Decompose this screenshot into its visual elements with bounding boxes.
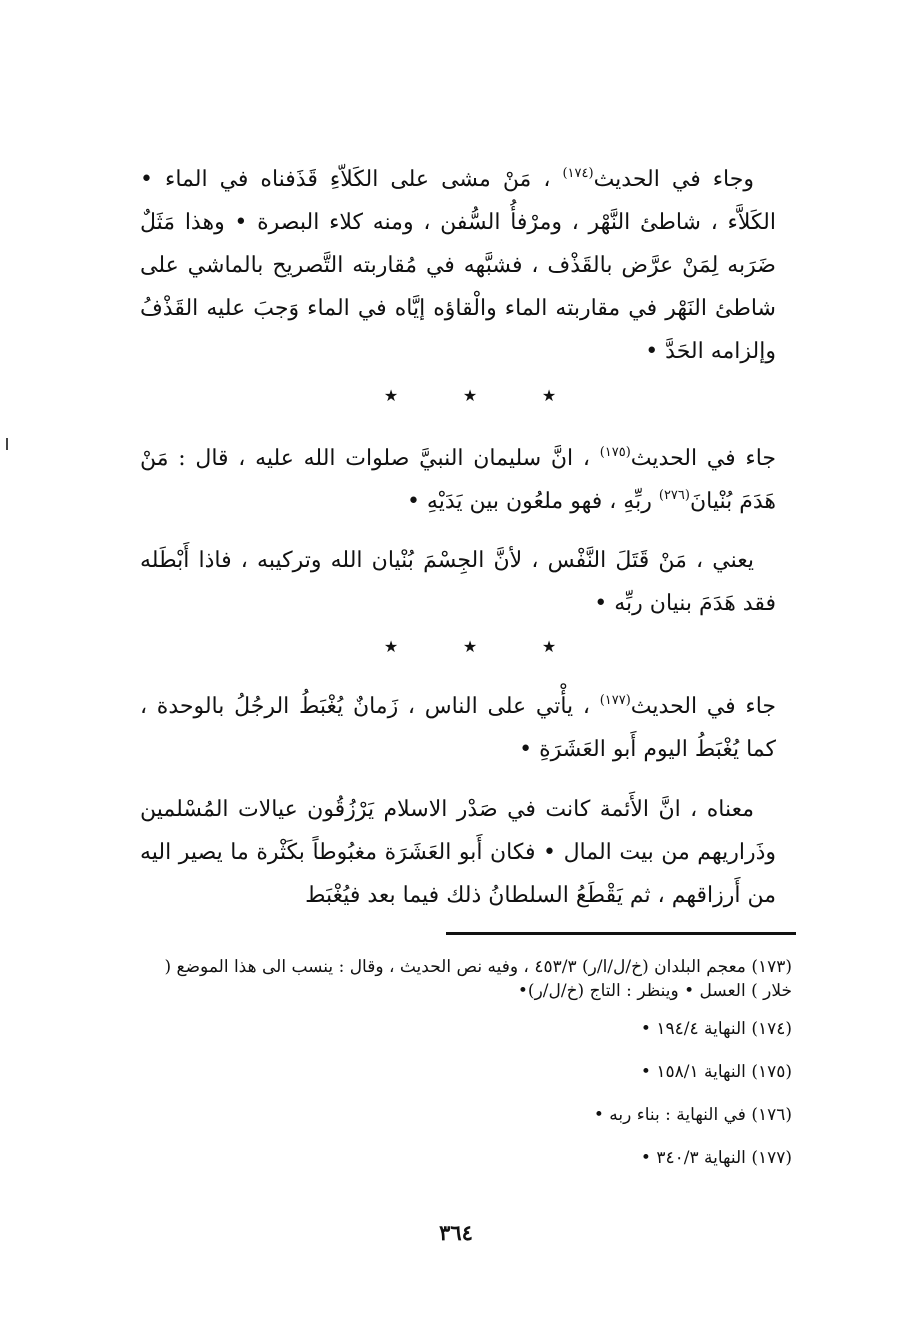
separator-star: ★ (541, 637, 557, 656)
footnote-ref-176[interactable]: (٢٧٦) (658, 488, 690, 503)
footnote-175 (140, 1060, 792, 1084)
footnote-174 (140, 1017, 792, 1041)
paragraph-explanation-175 (140, 539, 776, 625)
footnote-ref-175[interactable]: (١٧٥) (599, 445, 631, 460)
paragraph-text: معناه ، انَّ الأَئمة كانت في صَدْر الاسلام يَرْزُقُون عيالات المُسْلمين وذَراريهم من بيت المال • فكان أَبو العَشَرَة مغبُوطاً بكَثْرة ما يصير اليه من أَرزاقهم ، ثم يَقْطَعُ السلطانُ ذلك فيما بعد فيُغْبَط (140, 797, 776, 908)
separator-star: ★ (383, 386, 399, 405)
paragraph-lead: وجاء في الحديث (593, 167, 754, 192)
paragraph-text (140, 158, 776, 373)
footnote-173 (140, 955, 792, 1003)
separator-star: ★ (462, 637, 478, 656)
page-number: ٣٦٤ (439, 1220, 473, 1245)
footnote-text: النهاية ٣٤٠/٣ • (640, 1148, 746, 1168)
footnote-number: (١٧٤) (751, 1019, 792, 1039)
footnote-177 (140, 1146, 792, 1170)
footnote-text: في النهاية : بناء ربه • (593, 1105, 746, 1125)
footnote-divider (446, 932, 796, 935)
paragraph-hadith-177 (140, 685, 776, 771)
footnote-number: (١٧٦) (751, 1105, 792, 1125)
section-separator (0, 384, 912, 408)
footnote-number: (١٧٣) (751, 957, 792, 977)
paragraph-body: ، انَّ سليمان النبيَّ صلوات الله عليه ، قال : مَنْ هَدَمَ بُنْيانَ (140, 446, 776, 514)
paragraph-text: يعني ، مَنْ قَتَلَ النَّفْس ، لأنَّ الجِسْمَ بُنْيان الله وتركيبه ، فاذا أَبْطَله فقد هَدَمَ بنيان ربِّه • (140, 548, 776, 616)
scan-edge-mark (6, 438, 8, 450)
footnote-text: النهاية ١٥٨/١ • (640, 1062, 746, 1082)
paragraph-body-end: ربِّهِ ، فهو ملعُون بين يَدَيْهِ • (406, 489, 659, 514)
separator-star: ★ (383, 637, 399, 656)
paragraph-lead: جاء في الحديث (630, 694, 776, 719)
paragraph-lead: جاء في الحديث (630, 446, 777, 471)
paragraph-text (140, 685, 776, 771)
footnote-ref-174[interactable]: (١٧٤) (562, 166, 594, 181)
footnote-number: (١٧٥) (751, 1062, 792, 1082)
paragraph-text (140, 437, 776, 523)
footnote-176 (140, 1103, 792, 1127)
footnote-text: معجم البلدان (خ/ل/ا/ر) ٤٥٣/٣ ، وفيه نص الحديث ، وقال : ينسب الى هذا الموضع ( خلار ) العسل • وينظر : التاج (خ/ل/ر)• (164, 957, 792, 1001)
paragraph-hadith-174 (140, 158, 776, 373)
section-separator (0, 635, 912, 659)
paragraph-body: ، يأْتي على الناس ، زَمانٌ يُغْبَطُ الرجُلُ بالوحدة ، كما يُغْبَطُ اليوم أَبو العَشَرَةِ • (140, 694, 776, 762)
footnote-text: النهاية ١٩٤/٤ • (640, 1019, 746, 1039)
separator-star: ★ (462, 386, 478, 405)
paragraph-explanation-177 (140, 788, 776, 917)
separator-star: ★ (541, 386, 557, 405)
paragraph-body: ، مَنْ مشى على الكَلاّءِ قَذَفناه في الماء • الكَلاَّء ، شاطئ النَّهْر ، ومرْفأُ السُّفن ، ومنه كلاء البصرة • وهذا مَثَلٌ ضَرَبه لِمَنْ عرَّض بالقَذْف ، فشبَّهه في مُقاربته التَّصريح بالماشي على شاطئ النَهْر في مقاربته الماء والْقاؤه إيَّاه في الماء وَجبَ عليه القَذْفُ وإلزامه الحَدَّ • (140, 167, 776, 364)
paragraph-hadith-175 (140, 437, 776, 523)
footnote-number: (١٧٧) (751, 1148, 792, 1168)
footnotes (140, 955, 792, 1189)
footnote-ref-177[interactable]: (١٧٧) (599, 693, 631, 708)
